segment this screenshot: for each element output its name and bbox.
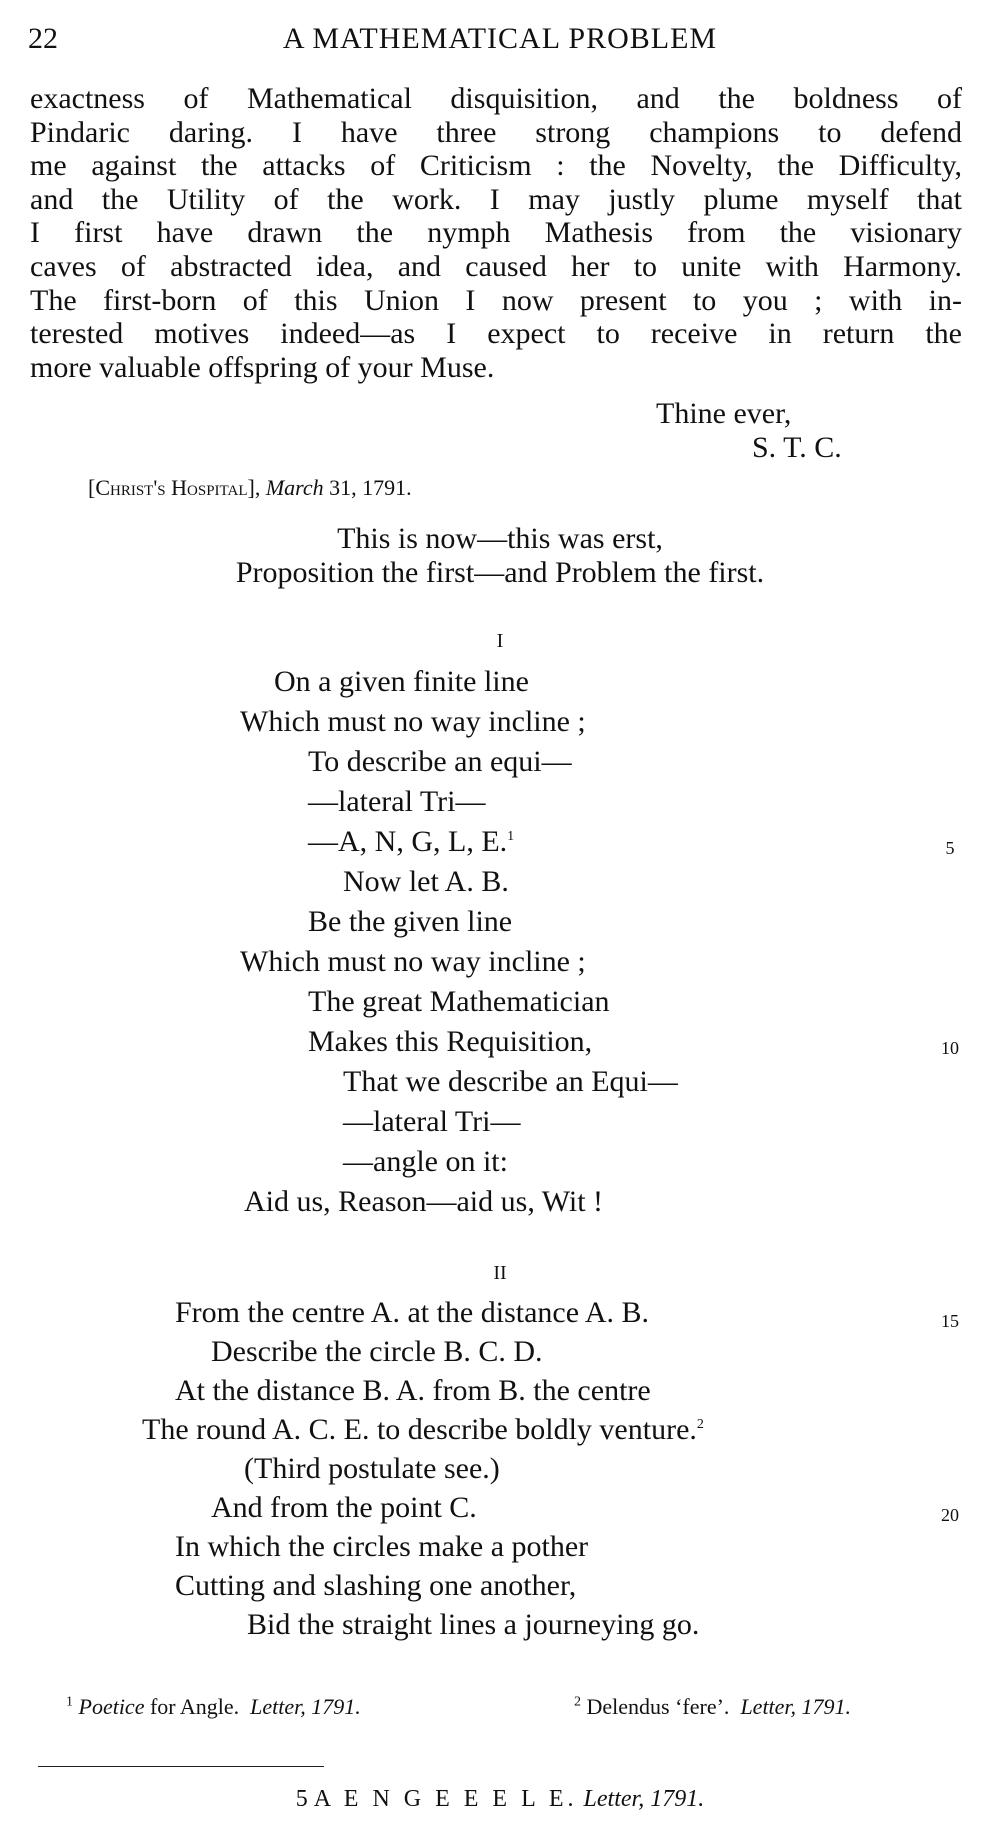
footnote-text: for Angle. (149, 1694, 240, 1719)
verse-line: The great Mathematician (308, 985, 610, 1018)
footnote-source: Letter, 1791. (250, 1694, 361, 1719)
verse-line: At the distance B. A. from B. the centre (175, 1374, 651, 1407)
verse-line: From the centre A. at the distance A. B. (175, 1296, 650, 1329)
verse-line-text: The round A. C. E. to describe boldly venture. (142, 1413, 697, 1446)
prose-line: Pindaric daring. I have three strong champions to defend (30, 115, 962, 149)
verse-line (142, 1413, 704, 1447)
prose-line: exactness of Mathematical disquisition, and the boldness of (30, 82, 962, 115)
variant-reading (0, 1786, 1000, 1813)
footnote-text: Delendus ‘fere’. (586, 1694, 730, 1719)
page-number: 22 (28, 22, 58, 55)
prose-line: caves of abstracted idea, and caused her to unite with Harmony. (30, 250, 962, 283)
verse-line: To describe an equi— (308, 745, 572, 778)
verse-line: Cutting and slashing one another, (175, 1569, 577, 1602)
prose-line: more valuable offspring of your Muse. (30, 350, 495, 384)
verse-line: Now let A. B. (343, 865, 509, 898)
verse-line: Bid the straight lines a journeying go. (247, 1608, 700, 1641)
signature-initials: S. T. C. (752, 431, 842, 464)
dateline-month: March (265, 475, 324, 500)
line-number: 20 (941, 1505, 959, 1525)
footnote-number: 1 (66, 1694, 73, 1710)
verse-line: Which must no way incline ; (240, 945, 586, 978)
dateline (88, 475, 412, 501)
footnote-marker: 1 (507, 829, 515, 844)
section-numeral: I (496, 630, 504, 652)
verse-line: Be the given line (308, 905, 513, 938)
variant-line-number: 5 (295, 1786, 308, 1812)
variant-text: A E N G E E E L E. (313, 1786, 578, 1812)
variant-source: Letter, 1791. (583, 1786, 705, 1812)
verse-line: On a given finite line (274, 665, 529, 698)
verse-line: That we describe an Equi— (343, 1065, 678, 1098)
closing: Thine ever, (656, 397, 792, 430)
footnote (574, 1694, 851, 1720)
verse-line: Describe the circle B. C. D. (211, 1335, 543, 1368)
verse-line: —lateral Tri— (308, 785, 486, 818)
dateline-rest: 31, 1791. (329, 475, 412, 500)
verse-line: —lateral Tri— (343, 1105, 521, 1138)
footnote-number: 2 (574, 1694, 581, 1710)
verse-line: And from the point C. (211, 1491, 477, 1524)
page-title: A MATHEMATICAL PROBLEM (282, 22, 718, 55)
footnote-marker: 2 (696, 1417, 704, 1432)
verse-line (308, 825, 514, 859)
dateline-place: [Christ's Hospital], (88, 475, 261, 500)
footnote (66, 1694, 361, 1720)
apparatus-rule (38, 1766, 324, 1767)
verse-line: Aid us, Reason—aid us, Wit ! (244, 1185, 604, 1218)
verse-line: (Third postulate see.) (244, 1452, 500, 1485)
line-number: 10 (941, 1038, 959, 1058)
line-number: 15 (941, 1311, 959, 1331)
prose-line: me against the attacks of Criticism : the Novelty, the Difficulty, (30, 149, 962, 183)
prose-line: I first have drawn the nymph Mathesis from the visionary (30, 216, 962, 250)
line-number: 5 (945, 838, 955, 858)
motto-line: This is now—this was erst, (337, 522, 663, 555)
verse-line: Which must no way incline ; (240, 705, 586, 738)
prose-line: The first-born of this Union I now present to you ; with in- (30, 283, 962, 317)
verse-line: —angle on it: (343, 1145, 508, 1178)
running-head (0, 22, 1000, 66)
footnote-word: Poetice (78, 1694, 145, 1719)
footnote-source: Letter, 1791. (740, 1694, 852, 1719)
verse-line: In which the circles make a pother (175, 1530, 589, 1563)
prose-line: terested motives indeed—as I expect to receive in return the (30, 317, 962, 351)
verse-line: Makes this Requisition, (308, 1025, 593, 1058)
section-numeral: II (493, 1262, 507, 1284)
verse-line-text: —A, N, G, L, E. (308, 825, 508, 858)
prose-line: and the Utility of the work. I may justly plume myself that (30, 182, 962, 216)
motto-line: Proposition the first—and Problem the first. (235, 556, 765, 589)
